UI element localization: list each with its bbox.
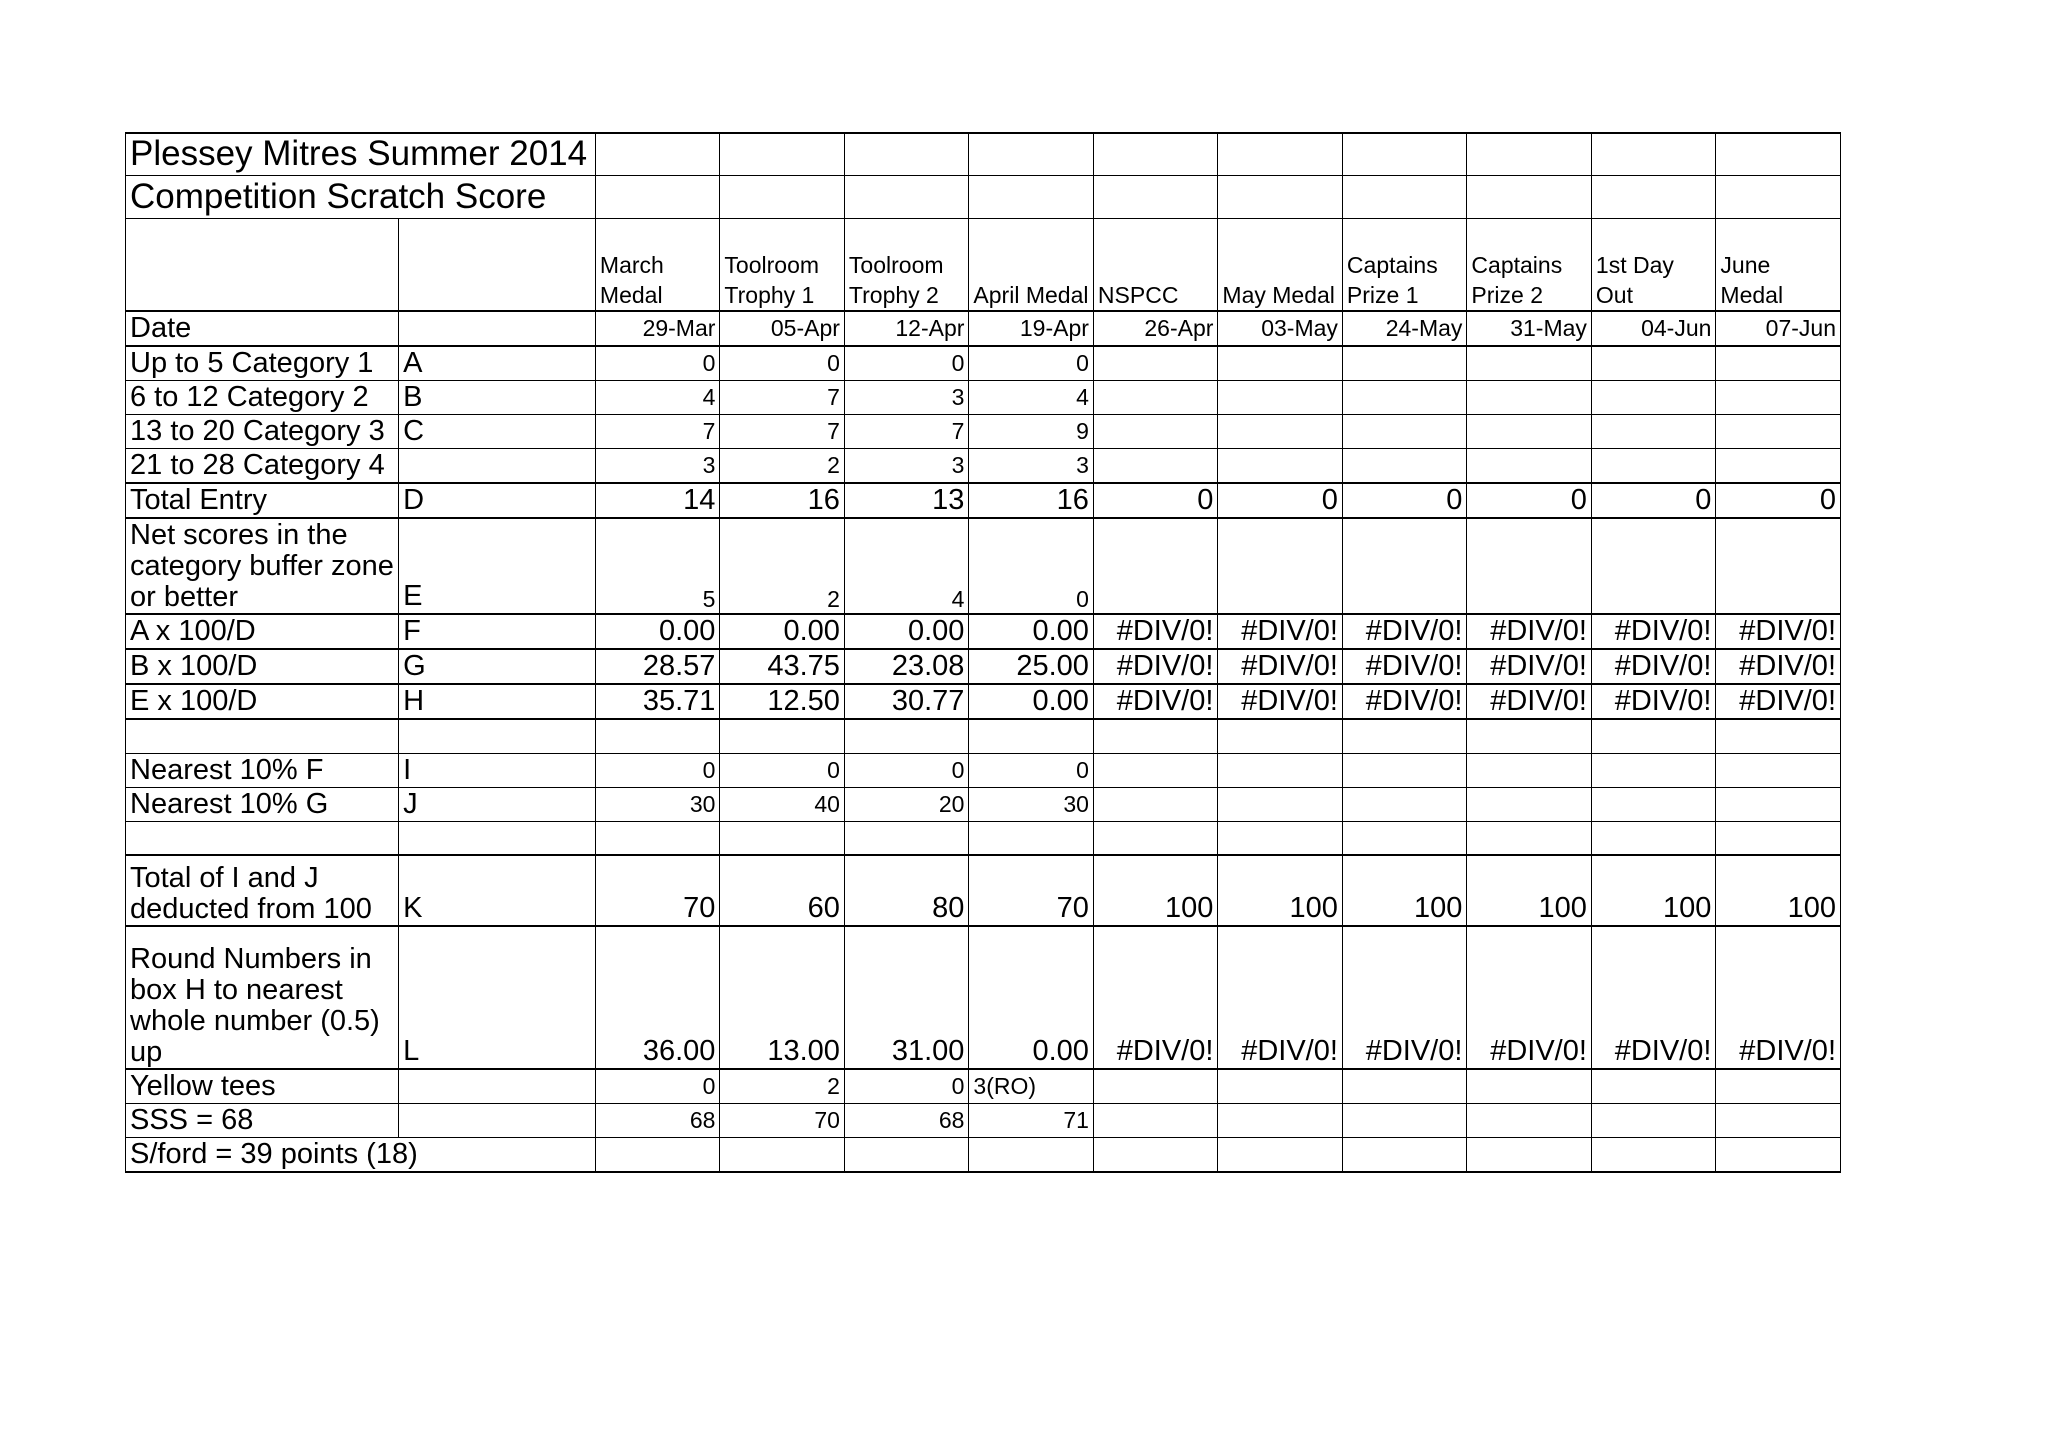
value-cell [1716, 415, 1841, 449]
value-cell: 0 [969, 518, 1094, 614]
empty-cell [1467, 821, 1592, 855]
date-cell: 03-May [1218, 311, 1343, 346]
date-cell: 31-May [1467, 311, 1592, 346]
row-code: I [399, 753, 596, 787]
value-cell: 0 [720, 753, 845, 787]
column-header: Captains Prize 2 [1467, 218, 1592, 311]
value-cell [1591, 415, 1716, 449]
value-cell [1342, 449, 1467, 484]
value-cell: 3 [844, 449, 969, 484]
column-header: May Medal [1218, 218, 1343, 311]
sford-row [126, 1138, 1841, 1173]
value-cell [1342, 381, 1467, 415]
value-cell: 3(RO) [969, 1069, 1094, 1104]
value-cell [1467, 518, 1592, 614]
value-cell: 0.00 [969, 684, 1094, 719]
value-cell: 100 [1716, 855, 1841, 926]
value-cell [1218, 346, 1343, 381]
l-row [126, 926, 1841, 1069]
date-cell: 24-May [1342, 311, 1467, 346]
row-label: A x 100/D [126, 614, 399, 649]
row-code: L [399, 926, 596, 1069]
value-cell: 0 [595, 1069, 720, 1104]
value-cell [1218, 787, 1343, 821]
blank-row [126, 821, 1841, 855]
row-label: SSS = 68 [126, 1104, 399, 1138]
row-code: E [399, 518, 596, 614]
value-cell [1467, 753, 1592, 787]
value-cell: #DIV/0! [1218, 926, 1343, 1069]
value-cell: 100 [1342, 855, 1467, 926]
date-cell: 19-Apr [969, 311, 1094, 346]
value-cell: 3 [969, 449, 1094, 484]
value-cell [1591, 1069, 1716, 1104]
row-label: Yellow tees [126, 1069, 399, 1104]
date-cell: 29-Mar [595, 311, 720, 346]
value-cell: #DIV/0! [1467, 649, 1592, 684]
empty-cell [1716, 821, 1841, 855]
value-cell: 4 [595, 381, 720, 415]
value-cell [1218, 415, 1343, 449]
empty-cell [1218, 175, 1343, 218]
empty-cell [720, 719, 845, 753]
value-cell: 28.57 [595, 649, 720, 684]
row-code: B [399, 381, 596, 415]
value-cell [1467, 449, 1592, 484]
empty-cell [1467, 719, 1592, 753]
empty-cell [844, 133, 969, 175]
value-cell: 30.77 [844, 684, 969, 719]
value-cell [1218, 518, 1343, 614]
row-code: D [399, 483, 596, 518]
value-cell [1716, 346, 1841, 381]
row-code [399, 449, 596, 484]
value-cell: 100 [1218, 855, 1343, 926]
value-cell [1093, 753, 1218, 787]
value-cell: #DIV/0! [1716, 926, 1841, 1069]
column-header: Toolroom Trophy 2 [844, 218, 969, 311]
empty-cell [1093, 133, 1218, 175]
value-cell: 7 [844, 415, 969, 449]
empty-cell [399, 218, 596, 311]
row-label: 6 to 12 Category 2 [126, 381, 399, 415]
yellow-row [126, 1069, 1841, 1104]
date-cell: 12-Apr [844, 311, 969, 346]
date-cell: 05-Apr [720, 311, 845, 346]
empty-cell [1467, 133, 1592, 175]
f-row [126, 614, 1841, 649]
value-cell: #DIV/0! [1093, 684, 1218, 719]
empty-cell [1093, 719, 1218, 753]
date-cell: 04-Jun [1591, 311, 1716, 346]
value-cell: 36.00 [595, 926, 720, 1069]
value-cell: 30 [969, 787, 1094, 821]
empty-cell [969, 1138, 1094, 1173]
value-cell: 9 [969, 415, 1094, 449]
value-cell: #DIV/0! [1218, 684, 1343, 719]
value-cell [1342, 518, 1467, 614]
empty-cell [1218, 719, 1343, 753]
value-cell: 13.00 [720, 926, 845, 1069]
value-cell [1218, 1069, 1343, 1104]
empty-cell [1716, 1138, 1841, 1173]
row-code: C [399, 415, 596, 449]
value-cell: 60 [720, 855, 845, 926]
empty-cell [1218, 1138, 1343, 1173]
value-cell: #DIV/0! [1218, 614, 1343, 649]
column-header: March Medal [595, 218, 720, 311]
value-cell [1591, 449, 1716, 484]
value-cell [1218, 449, 1343, 484]
value-cell: 4 [844, 518, 969, 614]
row-code [399, 1069, 596, 1104]
value-cell: 14 [595, 483, 720, 518]
value-cell: 0 [969, 753, 1094, 787]
value-cell [1467, 381, 1592, 415]
column-header: Toolroom Trophy 1 [720, 218, 845, 311]
value-cell: #DIV/0! [1716, 614, 1841, 649]
empty-cell [844, 175, 969, 218]
empty-cell [1716, 719, 1841, 753]
value-cell [1716, 449, 1841, 484]
value-cell: #DIV/0! [1716, 649, 1841, 684]
empty-cell [1093, 821, 1218, 855]
value-cell: 100 [1467, 855, 1592, 926]
row-label: Net scores in the category buffer zone or better [126, 518, 399, 614]
value-cell [1591, 1104, 1716, 1138]
empty-cell [126, 719, 399, 753]
value-cell: 71 [969, 1104, 1094, 1138]
column-header: April Medal [969, 218, 1094, 311]
cat2-row [126, 381, 1841, 415]
column-header: June Medal [1716, 218, 1841, 311]
row-code: K [399, 855, 596, 926]
empty-cell [969, 175, 1094, 218]
row-code: J [399, 787, 596, 821]
empty-cell [1218, 821, 1343, 855]
h-row [126, 684, 1841, 719]
value-cell: 70 [969, 855, 1094, 926]
value-cell: 16 [969, 483, 1094, 518]
value-cell [1093, 346, 1218, 381]
row-code [399, 311, 596, 346]
value-cell: 0.00 [969, 614, 1094, 649]
value-cell [1716, 787, 1841, 821]
value-cell [1716, 381, 1841, 415]
value-cell: #DIV/0! [1591, 649, 1716, 684]
row-label: Up to 5 Category 1 [126, 346, 399, 381]
value-cell: 0 [1716, 483, 1841, 518]
subtitle-row [126, 175, 1841, 218]
value-cell: 0 [595, 346, 720, 381]
value-cell: 100 [1093, 855, 1218, 926]
row-code [399, 1104, 596, 1138]
value-cell: 2 [720, 518, 845, 614]
cat3-row [126, 415, 1841, 449]
value-cell [1093, 787, 1218, 821]
value-cell: #DIV/0! [1218, 649, 1343, 684]
value-cell [1591, 787, 1716, 821]
row-label: Total of I and J deducted from 100 [126, 855, 399, 926]
k-row [126, 855, 1841, 926]
empty-cell [399, 719, 596, 753]
value-cell: 0 [1342, 483, 1467, 518]
value-cell: 12.50 [720, 684, 845, 719]
empty-cell [720, 821, 845, 855]
value-cell: 0 [844, 753, 969, 787]
empty-cell [1342, 133, 1467, 175]
empty-cell [969, 133, 1094, 175]
empty-cell [595, 719, 720, 753]
sheet-subtitle: Competition Scratch Score [126, 175, 596, 218]
empty-cell [1342, 1138, 1467, 1173]
value-cell [1342, 1104, 1467, 1138]
row-code: A [399, 346, 596, 381]
column-header: Captains Prize 1 [1342, 218, 1467, 311]
empty-cell [1716, 175, 1841, 218]
empty-cell [595, 821, 720, 855]
value-cell: #DIV/0! [1467, 684, 1592, 719]
value-cell: 68 [595, 1104, 720, 1138]
value-cell [1093, 1104, 1218, 1138]
empty-cell [1591, 1138, 1716, 1173]
value-cell: 0 [595, 753, 720, 787]
value-cell: #DIV/0! [1342, 926, 1467, 1069]
net-row [126, 518, 1841, 614]
value-cell [1467, 1104, 1592, 1138]
value-cell: 25.00 [969, 649, 1094, 684]
value-cell: 0.00 [969, 926, 1094, 1069]
g-row [126, 649, 1841, 684]
value-cell: 0.00 [720, 614, 845, 649]
date-row [126, 311, 1841, 346]
value-cell: 100 [1591, 855, 1716, 926]
value-cell: #DIV/0! [1342, 684, 1467, 719]
row-label: 13 to 20 Category 3 [126, 415, 399, 449]
empty-cell [720, 1138, 845, 1173]
value-cell: 0 [1093, 483, 1218, 518]
empty-cell [595, 133, 720, 175]
empty-cell [1093, 175, 1218, 218]
sheet-title: Plessey Mitres Summer 2014 [126, 133, 596, 175]
value-cell: #DIV/0! [1093, 614, 1218, 649]
sss-row [126, 1104, 1841, 1138]
title-row [126, 133, 1841, 175]
value-cell [1342, 415, 1467, 449]
blank-row [126, 719, 1841, 753]
value-cell: 7 [720, 415, 845, 449]
value-cell: 3 [844, 381, 969, 415]
value-cell [1716, 1069, 1841, 1104]
empty-cell [595, 175, 720, 218]
value-cell [1467, 1069, 1592, 1104]
value-cell [1342, 753, 1467, 787]
value-cell: 30 [595, 787, 720, 821]
value-cell [1093, 381, 1218, 415]
value-cell: 0 [1467, 483, 1592, 518]
value-cell: 23.08 [844, 649, 969, 684]
empty-cell [969, 719, 1094, 753]
value-cell [1716, 1104, 1841, 1138]
value-cell [1591, 381, 1716, 415]
value-cell: 13 [844, 483, 969, 518]
value-cell: #DIV/0! [1093, 926, 1218, 1069]
row-code: H [399, 684, 596, 719]
empty-cell [844, 821, 969, 855]
row-code: G [399, 649, 596, 684]
value-cell: 0 [1591, 483, 1716, 518]
value-cell [1093, 449, 1218, 484]
empty-cell [1218, 133, 1343, 175]
value-cell: 0 [720, 346, 845, 381]
empty-cell [1591, 719, 1716, 753]
value-cell: #DIV/0! [1093, 649, 1218, 684]
value-cell: 16 [720, 483, 845, 518]
empty-cell [399, 821, 596, 855]
value-cell: 0 [844, 346, 969, 381]
value-cell: 0 [969, 346, 1094, 381]
empty-cell [720, 175, 845, 218]
total-row [126, 483, 1841, 518]
empty-cell [126, 218, 399, 311]
value-cell: #DIV/0! [1467, 926, 1592, 1069]
value-cell: 80 [844, 855, 969, 926]
value-cell: 7 [720, 381, 845, 415]
value-cell: #DIV/0! [1716, 684, 1841, 719]
cat1-row [126, 346, 1841, 381]
value-cell: 68 [844, 1104, 969, 1138]
value-cell: 40 [720, 787, 845, 821]
date-cell: 26-Apr [1093, 311, 1218, 346]
value-cell: 2 [720, 449, 845, 484]
row-label: Round Numbers in box H to nearest whole number (0.5) up [126, 926, 399, 1069]
value-cell [1716, 753, 1841, 787]
row-label: Nearest 10% G [126, 787, 399, 821]
empty-cell [1591, 821, 1716, 855]
row-label: Total Entry [126, 483, 399, 518]
value-cell: #DIV/0! [1591, 684, 1716, 719]
empty-cell [1093, 1138, 1218, 1173]
row-label: Nearest 10% F [126, 753, 399, 787]
value-cell [1218, 1104, 1343, 1138]
column-header: NSPCC [1093, 218, 1218, 311]
value-cell [1342, 346, 1467, 381]
empty-cell [1342, 821, 1467, 855]
scratch-score-table [125, 132, 1841, 1173]
value-cell: 7 [595, 415, 720, 449]
column-header: 1st Day Out [1591, 218, 1716, 311]
value-cell: 70 [720, 1104, 845, 1138]
value-cell: 5 [595, 518, 720, 614]
value-cell [1093, 415, 1218, 449]
empty-cell [1467, 175, 1592, 218]
value-cell: 35.71 [595, 684, 720, 719]
value-cell [1342, 1069, 1467, 1104]
value-cell: 20 [844, 787, 969, 821]
value-cell [1467, 787, 1592, 821]
cat4-row [126, 449, 1841, 484]
value-cell: 3 [595, 449, 720, 484]
value-cell [1467, 346, 1592, 381]
empty-cell [844, 1138, 969, 1173]
value-cell: 4 [969, 381, 1094, 415]
empty-cell [720, 133, 845, 175]
value-cell: 0 [1218, 483, 1343, 518]
empty-cell [1342, 719, 1467, 753]
value-cell: 70 [595, 855, 720, 926]
value-cell [1591, 346, 1716, 381]
date-cell: 07-Jun [1716, 311, 1841, 346]
row-label: Date [126, 311, 399, 346]
row-code: F [399, 614, 596, 649]
value-cell [1218, 753, 1343, 787]
row-label: B x 100/D [126, 649, 399, 684]
empty-cell [844, 719, 969, 753]
empty-cell [1591, 133, 1716, 175]
row-label: S/ford = 39 points (18) [126, 1138, 596, 1173]
row-label: E x 100/D [126, 684, 399, 719]
value-cell [1716, 518, 1841, 614]
value-cell [1218, 381, 1343, 415]
value-cell: #DIV/0! [1342, 649, 1467, 684]
empty-cell [1342, 175, 1467, 218]
value-cell: #DIV/0! [1591, 926, 1716, 1069]
value-cell: #DIV/0! [1467, 614, 1592, 649]
empty-cell [1716, 133, 1841, 175]
empty-cell [595, 1138, 720, 1173]
value-cell: 2 [720, 1069, 845, 1104]
row-label: 21 to 28 Category 4 [126, 449, 399, 484]
i-row [126, 753, 1841, 787]
value-cell [1591, 518, 1716, 614]
value-cell [1093, 1069, 1218, 1104]
value-cell [1591, 753, 1716, 787]
value-cell: #DIV/0! [1342, 614, 1467, 649]
value-cell: 31.00 [844, 926, 969, 1069]
empty-cell [969, 821, 1094, 855]
empty-cell [126, 821, 399, 855]
empty-cell [1467, 1138, 1592, 1173]
value-cell: 0.00 [595, 614, 720, 649]
j-row [126, 787, 1841, 821]
value-cell [1093, 518, 1218, 614]
value-cell: 0.00 [844, 614, 969, 649]
value-cell: 43.75 [720, 649, 845, 684]
value-cell: #DIV/0! [1591, 614, 1716, 649]
column-header-row [126, 218, 1841, 311]
empty-cell [1591, 175, 1716, 218]
value-cell [1342, 787, 1467, 821]
value-cell [1467, 415, 1592, 449]
value-cell: 0 [844, 1069, 969, 1104]
